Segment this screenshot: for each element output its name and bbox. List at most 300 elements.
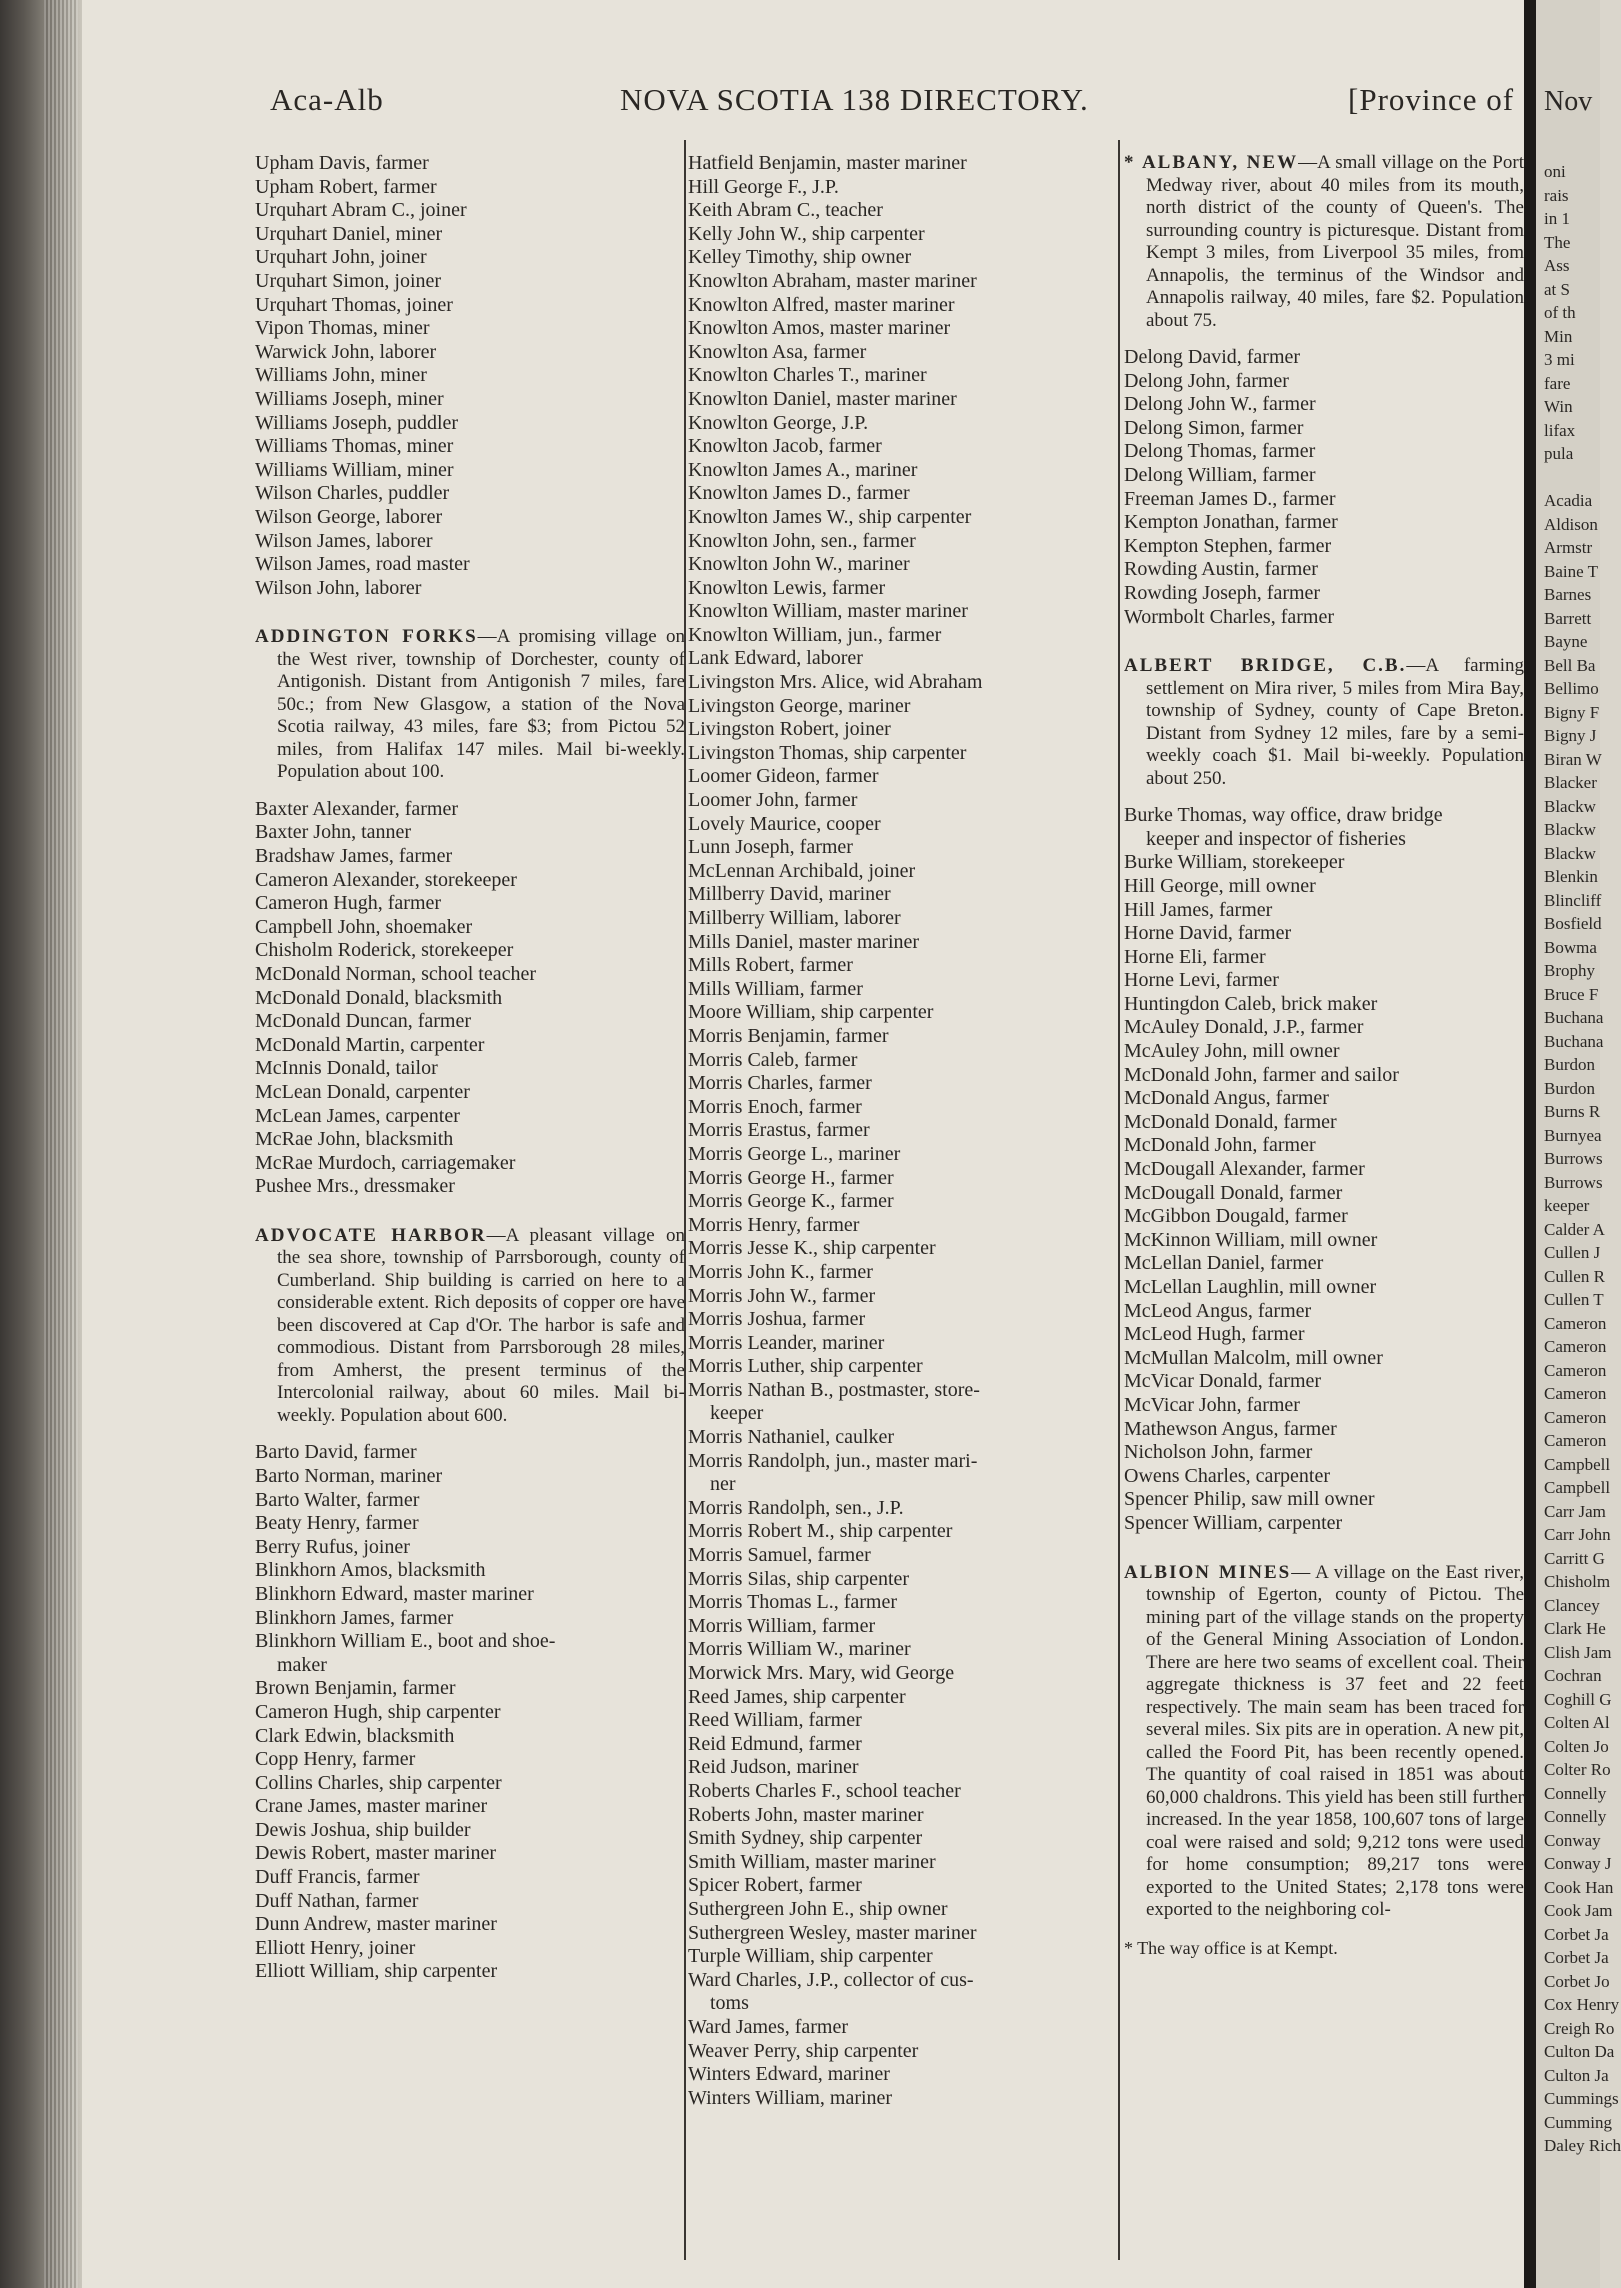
directory-entry: Knowlton Lewis, farmer [688, 576, 886, 599]
directory-entry: Mills William, farmer [688, 977, 863, 1000]
adjacent-line-fragment: Barnes [1544, 585, 1592, 604]
directory-entry: Vipon Thomas, miner [255, 317, 430, 340]
directory-entry: Urquhart Abram C., joiner [255, 199, 467, 222]
adjacent-line-fragment: fare [1544, 373, 1571, 393]
page-edges [44, 0, 78, 2288]
column-3 [1124, 152, 1524, 1960]
directory-entry: McDougall Alexander, farmer [1124, 1158, 1365, 1181]
directory-entry: Livingston Thomas, ship carpenter [688, 741, 967, 764]
advocate-entries-continued [688, 152, 1116, 2110]
adjacent-line-fragment: rais [1544, 185, 1569, 205]
adjacent-line-fragment: Buchana [1544, 1008, 1604, 1027]
directory-entry: Morris Leander, mariner [688, 1331, 885, 1354]
directory-entry: Morris Jesse K., ship carpenter [688, 1237, 936, 1260]
adjacent-line-fragment: Ass [1544, 256, 1570, 275]
directory-entry: Smith William, master mariner [688, 1850, 936, 1873]
directory-entry: McLeod Angus, farmer [1124, 1299, 1312, 1322]
directory-entry: Suthergreen John E., ship owner [688, 1897, 948, 1920]
directory-entry: Morris Thomas L., farmer [688, 1591, 898, 1614]
directory-entry: Wilson James, road master [255, 553, 470, 576]
adjacent-line-fragment: Blackw [1544, 796, 1596, 816]
directory-entry: Lovely Maurice, cooper [688, 812, 881, 835]
directory-entry: Rowding Joseph, farmer [1124, 581, 1321, 604]
directory-entry: Knowlton William, master mariner [688, 600, 968, 623]
header-title: NOVA SCOTIA 138 DIRECTORY. [620, 82, 1089, 117]
directory-entry: Moore William, ship carpenter [688, 1001, 934, 1024]
directory-entry: Pushee Mrs., dressmaker [255, 1175, 455, 1198]
albany-entries [1124, 346, 1524, 629]
adjacent-line-fragment: Cummings [1544, 2089, 1619, 2108]
adjacent-line-fragment: Connelly [1544, 1807, 1607, 1826]
directory-entry: McGibbon Dougald, farmer [1124, 1205, 1348, 1228]
adjacent-line-fragment: Creigh Ro [1544, 2018, 1615, 2038]
directory-entry: Blinkhorn James, farmer [255, 1606, 454, 1629]
adjacent-line-fragment: Clish Jam [1544, 1642, 1612, 1662]
adjacent-line-fragment: Clancey [1544, 1595, 1600, 1615]
directory-entry: McInnis Donald, tailor [255, 1057, 438, 1080]
adjacent-page-fragment [1530, 0, 1621, 2288]
directory-entry: Knowlton Jacob, farmer [688, 435, 882, 458]
directory-entry: McDonald Norman, school teacher [255, 962, 537, 985]
directory-entry: Berry Rufus, joiner [255, 1535, 410, 1558]
adjacent-line-fragment: Cameron [1544, 1313, 1607, 1333]
section-description: —A farming settlement on Mira river, 5 miles from Mira Bay, township of Sydney, county of Cape Breton. Distant from Sydney 12 miles, fare by a semi-weekly coach $1. Mail bi-weekly. Population about 250. [1146, 655, 1524, 789]
adjacent-line-fragment: Bell Ba [1544, 655, 1596, 675]
directory-entry: Morris Charles, farmer [688, 1072, 872, 1095]
directory-entry: maker [277, 1653, 327, 1676]
directory-entry: Owens Charles, carpenter [1124, 1464, 1331, 1487]
directory-entry: Delong Simon, farmer [1124, 416, 1304, 439]
directory-entry: Huntingdon Caleb, brick maker [1124, 992, 1378, 1015]
adjacent-line-fragment: Coghill G [1544, 1689, 1612, 1709]
directory-entry: Knowlton George, J.P. [688, 411, 869, 434]
adjacent-line-fragment: Bruce F [1544, 984, 1599, 1004]
directory-entry: Loomer Gideon, farmer [688, 765, 879, 788]
continued-list [255, 152, 685, 600]
directory-entry: Freeman James D., farmer [1124, 487, 1336, 510]
directory-entry: Elliott William, ship carpenter [255, 1960, 498, 1983]
directory-entry: Wilson George, laborer [255, 505, 443, 528]
adjacent-line-fragment: Calder A [1544, 1219, 1605, 1239]
adjacent-line-fragment: Cameron [1544, 1407, 1607, 1427]
adjacent-page-lines [1536, 160, 1621, 2158]
directory-entry: Knowlton Daniel, master mariner [688, 387, 957, 410]
directory-entry: McDonald Donald, farmer [1124, 1110, 1337, 1133]
directory-entry: McRae Murdoch, carriagemaker [255, 1151, 516, 1174]
directory-entry: Morris John W., farmer [688, 1284, 876, 1307]
directory-entry: Cameron Hugh, ship carpenter [255, 1700, 501, 1723]
adjacent-line-fragment: Burrows [1544, 1149, 1603, 1168]
adjacent-line-fragment: Burnyea [1544, 1125, 1602, 1145]
adjacent-line-fragment: Cook Han [1544, 1877, 1614, 1897]
directory-entry: Knowlton Alfred, master mariner [688, 293, 955, 316]
adjacent-line-fragment: The [1544, 232, 1571, 252]
directory-entry: McDonald Duncan, farmer [255, 1010, 472, 1033]
adjacent-page-header: Nov [1544, 86, 1593, 117]
directory-entry: keeper and inspector of fisheries [1146, 827, 1406, 850]
directory-entry: Morris George K., farmer [688, 1190, 894, 1213]
directory-entry: Upham Robert, farmer [255, 175, 437, 198]
directory-entry: Williams Joseph, miner [255, 387, 444, 410]
adjacent-line-fragment: keeper [1544, 1196, 1590, 1215]
directory-entry: Millberry David, mariner [688, 883, 891, 906]
directory-entry: Morris William, farmer [688, 1614, 876, 1637]
directory-entry: Kempton Jonathan, farmer [1124, 511, 1338, 534]
directory-entry: Morris Robert M., ship carpenter [688, 1520, 953, 1543]
adjacent-line-fragment: Bosfield [1544, 914, 1602, 933]
adjacent-line-fragment [1536, 466, 1600, 490]
directory-entry: Knowlton John, sen., farmer [688, 529, 916, 552]
adjacent-line-fragment: Cumming [1544, 2112, 1613, 2132]
adjacent-line-fragment: Brophy [1544, 961, 1595, 980]
directory-entry: Barto Norman, mariner [255, 1464, 443, 1487]
adjacent-line-fragment: Campbell [1544, 1454, 1611, 1474]
adjacent-line-fragment: Cullen J [1544, 1243, 1601, 1262]
directory-entry: Mills Robert, farmer [688, 954, 853, 977]
adjacent-line-fragment: Win [1544, 397, 1573, 416]
directory-entry: Delong John W., farmer [1124, 393, 1316, 416]
directory-entry: Warwick John, laborer [255, 340, 437, 363]
directory-entry: Kelley Timothy, ship owner [688, 246, 912, 269]
directory-entry: Suthergreen Wesley, master mariner [688, 1921, 977, 1944]
adjacent-line-fragment: Acadia [1544, 491, 1593, 510]
adjacent-line-fragment: Cullen T [1544, 1290, 1604, 1309]
directory-entry: McAuley Donald, J.P., farmer [1124, 1016, 1364, 1039]
directory-entry: Knowlton James A., mariner [688, 458, 918, 481]
directory-entry: Upham Davis, farmer [255, 152, 429, 174]
directory-entry: Keith Abram C., teacher [688, 199, 883, 222]
adjacent-line-fragment: oni [1544, 162, 1566, 181]
section-heading: ALBION MINES [1124, 1561, 1292, 1583]
directory-entry: Hill James, farmer [1124, 898, 1273, 921]
adjacent-line-fragment: Blackw [1544, 843, 1596, 863]
directory-entry: Loomer John, farmer [688, 789, 858, 812]
directory-entry: Wilson John, laborer [255, 576, 422, 599]
adjacent-line-fragment: Aldison [1544, 514, 1598, 534]
directory-entry: Knowlton Asa, farmer [688, 340, 867, 363]
directory-entry: Spicer Robert, farmer [688, 1874, 862, 1897]
directory-entry: Reed William, farmer [688, 1709, 862, 1732]
adjacent-line-fragment: Culton Da [1544, 2042, 1615, 2061]
section-description: —A promising village on the West river, township of Dorchester, county of Antigonish. Distant from Antigonish 7 miles, fare 50c.; from New Glasgow, a station of the Nova Scotia railway, 43 miles, fare $3; from Pictou 52 miles, from Halifax 147 miles. Mail bi-weekly. Population about 100. [277, 626, 686, 783]
directory-entry: Roberts John, master mariner [688, 1803, 924, 1826]
column-1 [255, 152, 685, 1984]
directory-entry: Hill George F., J.P. [688, 175, 839, 198]
directory-entry: Morwick Mrs. Mary, wid George [688, 1662, 955, 1684]
directory-entry: Lank Edward, laborer [688, 647, 863, 670]
directory-entry: Livingston Mrs. Alice, wid Abraham [688, 671, 983, 694]
section-advocate-harbor [255, 1225, 685, 1428]
directory-entry: Morris Enoch, farmer [688, 1095, 862, 1118]
directory-entry: Cameron Alexander, storekeeper [255, 868, 517, 891]
adjacent-line-fragment: lifax [1544, 420, 1576, 440]
adjacent-line-fragment: Bigny J [1544, 726, 1597, 745]
directory-entry: McLeod Hugh, farmer [1124, 1323, 1305, 1346]
directory-entry: Kempton Stephen, farmer [1124, 534, 1332, 557]
directory-entry: Burke William, storekeeper [1124, 851, 1345, 874]
adjacent-line-fragment: Cook Jam [1544, 1901, 1613, 1920]
adjacent-line-fragment: pula [1544, 444, 1574, 463]
directory-entry: Baxter Alexander, farmer [255, 797, 458, 820]
directory-entry: Blinkhorn William E., boot and shoe- [255, 1630, 556, 1653]
header-province: [Province of [1348, 82, 1515, 117]
section-albert-bridge [1124, 655, 1524, 790]
directory-entry: Reid Judson, mariner [688, 1756, 859, 1779]
adjacent-line-fragment: 3 mi [1544, 350, 1575, 369]
directory-entry: McMullan Malcolm, mill owner [1124, 1346, 1383, 1369]
header-section-range: Aca-Alb [270, 82, 384, 117]
section-description: —A small village on the Port Medway river, about 40 miles from its mouth, north district of the county of Queen's. The surrounding country is picturesque. Distant from Kempt 3 miles, from Liverpool 35 miles, from Annapolis, the terminus of the Windsor and Annapolis railway, 40 miles, fare $2. Population about 75. [1146, 152, 1524, 331]
directory-entry: Reed James, ship carpenter [688, 1685, 906, 1708]
directory-entry: Winters William, mariner [688, 2086, 893, 2109]
directory-entry: Knowlton William, jun., farmer [688, 623, 942, 646]
adjacent-line-fragment: Colten Jo [1544, 1736, 1609, 1756]
directory-entry: Crane James, master mariner [255, 1795, 488, 1818]
adjacent-line-fragment: Cameron [1544, 1384, 1607, 1403]
section-addington-forks [255, 626, 685, 784]
adjacent-line-fragment: Blacker [1544, 773, 1597, 792]
directory-entry: Williams Joseph, puddler [255, 411, 459, 434]
directory-entry: McLean James, carpenter [255, 1104, 460, 1127]
adjacent-line-fragment: Conway [1544, 1830, 1601, 1850]
directory-entry: ner [710, 1473, 736, 1496]
adjacent-line-fragment: Daley Rich [1544, 2136, 1621, 2155]
section-heading: ALBERT BRIDGE, C.B. [1124, 655, 1407, 677]
directory-entry: Knowlton Amos, master mariner [688, 317, 951, 340]
directory-entry: Clark Edwin, blacksmith [255, 1724, 455, 1747]
directory-entry: McAuley John, mill owner [1124, 1040, 1340, 1063]
directory-entry: Mills Daniel, master mariner [688, 930, 920, 953]
adjacent-line-fragment: Bigny F [1544, 702, 1600, 722]
directory-entry: Nicholson John, farmer [1124, 1441, 1313, 1464]
directory-entry: Hatfield Benjamin, master mariner [688, 152, 967, 174]
section-heading: ADDINGTON FORKS [255, 626, 478, 648]
directory-entry: Barto David, farmer [255, 1441, 417, 1464]
directory-entry: Morris George L., mariner [688, 1142, 901, 1165]
directory-entry: McDonald Angus, farmer [1124, 1087, 1329, 1110]
directory-entry: Morris John K., farmer [688, 1260, 873, 1283]
directory-entry: McLennan Archibald, joiner [688, 859, 916, 882]
directory-entry: McDonald Martin, carpenter [255, 1033, 485, 1056]
directory-entry: Duff Francis, farmer [255, 1866, 420, 1889]
footnote: * The way office is at Kempt. [1124, 1937, 1338, 1958]
section-albion-mines [1124, 1562, 1524, 1922]
adjacent-line-fragment: Blincliff [1544, 890, 1602, 910]
adjacent-line-fragment: Campbell [1544, 1478, 1611, 1497]
directory-entry: Wilson Charles, puddler [255, 482, 450, 505]
adjacent-line-fragment: Burns R [1544, 1102, 1601, 1121]
directory-entry: Williams John, miner [255, 364, 427, 387]
directory-entry: Dunn Andrew, master mariner [255, 1913, 497, 1936]
adjacent-line-fragment: Bowma [1544, 937, 1597, 957]
directory-entry: Delong William, farmer [1124, 463, 1316, 486]
directory-entry: McLellan Daniel, farmer [1124, 1252, 1324, 1275]
directory-entry: Knowlton James W., ship carpenter [688, 505, 972, 528]
directory-entry: Morris Joshua, farmer [688, 1308, 866, 1331]
adjacent-line-fragment: Bayne [1544, 632, 1588, 651]
directory-entry: Rowding Austin, farmer [1124, 558, 1318, 581]
directory-entry: Lunn Joseph, farmer [688, 836, 853, 859]
directory-entry: Morris William W., mariner [688, 1638, 911, 1661]
directory-entry: McLellan Laughlin, mill owner [1124, 1276, 1377, 1298]
directory-entry: Brown Benjamin, farmer [255, 1677, 456, 1700]
directory-entry: Spencer Philip, saw mill owner [1124, 1488, 1375, 1511]
adjacent-line-fragment: Conway J [1544, 1854, 1612, 1873]
directory-entry: McVicar John, farmer [1124, 1393, 1300, 1416]
directory-entry: Roberts Charles F., school teacher [688, 1779, 961, 1802]
adjacent-line-fragment: in 1 [1544, 209, 1570, 228]
column-2 [688, 152, 1116, 2110]
directory-entry: Urquhart Simon, joiner [255, 269, 442, 292]
directory-entry: McVicar Donald, farmer [1124, 1370, 1322, 1393]
adjacent-line-fragment: Burrows [1544, 1172, 1603, 1192]
adjacent-line-fragment: Bellimo [1544, 679, 1599, 698]
section-albany-new [1124, 152, 1524, 332]
directory-entry: Knowlton Charles T., mariner [688, 364, 927, 387]
directory-entry: Mathewson Angus, farmer [1124, 1417, 1337, 1440]
directory-entry: Wormbolt Charles, farmer [1124, 605, 1334, 628]
adjacent-line-fragment: Corbet Ja [1544, 1924, 1609, 1944]
directory-entry: Chisholm Roderick, storekeeper [255, 939, 514, 962]
directory-entry: Blinkhorn Amos, blacksmith [255, 1559, 486, 1582]
directory-entry: Bradshaw James, farmer [255, 844, 453, 867]
directory-entry: Barto Walter, farmer [255, 1488, 420, 1511]
directory-entry: Winters Edward, mariner [688, 2063, 890, 2086]
directory-entry: McDougall Donald, farmer [1124, 1181, 1343, 1204]
directory-entry: Horne David, farmer [1124, 922, 1292, 945]
adjacent-line-fragment: Clark He [1544, 1619, 1606, 1638]
directory-entry: Collins Charles, ship carpenter [255, 1771, 502, 1794]
albert-entries [1124, 804, 1524, 1535]
advocate-entries [255, 1441, 685, 1984]
directory-entry: Morris Randolph, jun., master mari- [688, 1449, 978, 1472]
directory-entry: Knowlton Abraham, master mariner [688, 269, 977, 292]
adjacent-line-fragment: Buchana [1544, 1031, 1604, 1051]
adjacent-line-fragment: Armstr [1544, 538, 1593, 557]
directory-entry: Williams William, miner [255, 458, 454, 481]
adjacent-line-fragment: Cochran [1544, 1666, 1602, 1685]
directory-entry: Morris Caleb, farmer [688, 1048, 858, 1071]
directory-entry: Weaver Perry, ship carpenter [688, 2039, 919, 2062]
directory-entry: Delong Thomas, farmer [1124, 440, 1316, 463]
directory-entry: Livingston George, mariner [688, 694, 911, 717]
section-heading: ADVOCATE HARBOR [255, 1224, 487, 1246]
adjacent-line-fragment: Colter Ro [1544, 1760, 1611, 1779]
directory-entry: Morris Erastus, farmer [688, 1119, 870, 1142]
directory-entry: Knowlton John W., mariner [688, 553, 910, 576]
adjacent-line-fragment: Blenkin [1544, 867, 1598, 886]
directory-entry: Duff Nathan, farmer [255, 1889, 419, 1912]
directory-entry: McDonald Donald, blacksmith [255, 986, 503, 1009]
column-rule-2 [1118, 140, 1120, 2260]
directory-entry: Delong John, farmer [1124, 369, 1289, 392]
adjacent-line-fragment: Carr Jam [1544, 1501, 1606, 1521]
adjacent-line-fragment: Barrett [1544, 608, 1592, 628]
directory-entry: Hill George, mill owner [1124, 874, 1316, 897]
adjacent-line-fragment: of th [1544, 303, 1576, 322]
directory-entry: Kelly John W., ship carpenter [688, 222, 925, 245]
adjacent-line-fragment: Carritt G [1544, 1548, 1605, 1568]
directory-entry: Urquhart Thomas, joiner [255, 293, 453, 316]
directory-entry: Morris George H., farmer [688, 1166, 894, 1189]
directory-entry: Knowlton James D., farmer [688, 482, 910, 505]
directory-entry: keeper [710, 1402, 764, 1425]
directory-entry: Wilson James, laborer [255, 529, 433, 552]
adjacent-line-fragment: Culton Ja [1544, 2065, 1609, 2085]
directory-entry: Dewis Joshua, ship builder [255, 1818, 471, 1841]
adjacent-line-fragment: Cameron [1544, 1337, 1607, 1356]
adjacent-line-fragment: Blackw [1544, 820, 1596, 839]
directory-entry: toms [710, 1992, 749, 2015]
adjacent-line-fragment: Corbet Ja [1544, 1948, 1609, 1967]
directory-entry: McDonald John, farmer [1124, 1134, 1316, 1157]
directory-entry: Turple William, ship carpenter [688, 1945, 933, 1968]
directory-entry: Copp Henry, farmer [255, 1748, 416, 1771]
directory-entry: Morris Silas, ship carpenter [688, 1567, 910, 1590]
directory-entry: Delong David, farmer [1124, 346, 1301, 368]
adjacent-line-fragment: Carr John [1544, 1525, 1611, 1544]
directory-entry: Williams Thomas, miner [255, 435, 454, 458]
directory-entry: Beaty Henry, farmer [255, 1512, 419, 1535]
directory-entry: Reid Edmund, farmer [688, 1732, 862, 1755]
directory-entry: Dewis Robert, master mariner [255, 1842, 497, 1865]
adjacent-line-fragment: Cullen R [1544, 1266, 1605, 1286]
directory-entry: Spencer William, carpenter [1124, 1511, 1343, 1534]
section-description: —A pleasant village on the sea shore, township of Parrsborough, county of Cumberland. Ship building is carried on here to a considerable extent. Rich deposits of copper ore have been discovered at Cap d'Or. The harbor is safe and commodious. Distant from Parrsborough 28 miles, from Amherst, the present terminus of the Intercolonial railway, about 60 miles. Mail bi-weekly. Population about 600. [277, 1224, 685, 1426]
directory-entry: Morris Samuel, farmer [688, 1544, 871, 1567]
directory-entry: Blinkhorn Edward, master mariner [255, 1582, 534, 1605]
directory-entry: Ward James, farmer [688, 2015, 848, 2038]
section-description: — A village on the East river, township of Egerton, county of Pictou. The mining part of the village stands on the property of the General Mining Association of London. There are here two seams of excellent coal. Their aggregate thickness is 37 feet and 22 feet respectively. The main seam has been traced for several miles. Six pits are in operation. A new pit, called the Foord Pit, has been recently opened. The quantity of coal raised in 1851 was about 60,000 chaldrons. This yield has been still further increased. In the year 1858, 100,607 tons of large coal were raised and sold; 9,212 tons were used for home consumption; 89,217 tons were exported to the United States; 2,178 tons were exported to the neighboring col- [1146, 1561, 1525, 1921]
directory-entry: Morris Randolph, sen., J.P. [688, 1496, 904, 1519]
directory-entry: Morris Luther, ship carpenter [688, 1355, 923, 1378]
directory-entry: Campbell John, shoemaker [255, 915, 473, 938]
directory-entry: Morris Benjamin, farmer [688, 1024, 889, 1047]
directory-entry: Horne Levi, farmer [1124, 969, 1279, 992]
section-heading: * ALBANY, NEW [1124, 152, 1299, 173]
addington-entries [255, 798, 685, 1199]
directory-entry: Morris Nathan B., postmaster, store- [688, 1378, 980, 1401]
directory-entry: McRae John, blacksmith [255, 1128, 454, 1151]
adjacent-line-fragment: Min [1544, 326, 1573, 346]
adjacent-line-fragment: Colten Al [1544, 1713, 1610, 1732]
directory-entry: Burke Thomas, way office, draw bridge [1124, 804, 1443, 827]
adjacent-line-fragment: at S [1544, 279, 1570, 299]
adjacent-line-fragment: Connelly [1544, 1783, 1607, 1803]
adjacent-line-fragment: Baine T [1544, 561, 1598, 581]
adjacent-line-fragment: Burdon [1544, 1078, 1595, 1098]
directory-entry: Millberry William, laborer [688, 907, 901, 929]
directory-entry: Cameron Hugh, farmer [255, 892, 442, 915]
adjacent-line-fragment: Biran W [1544, 749, 1602, 769]
adjacent-line-fragment: Burdon [1544, 1055, 1595, 1074]
directory-entry: Elliott Henry, joiner [255, 1936, 416, 1959]
directory-entry: Ward Charles, J.P., collector of cus- [688, 1968, 974, 1991]
directory-entry: Smith Sydney, ship carpenter [688, 1827, 923, 1850]
directory-entry: Livingston Robert, joiner [688, 718, 891, 741]
directory-entry: Baxter John, tanner [255, 821, 412, 844]
directory-entry: McKinnon William, mill owner [1124, 1228, 1378, 1251]
directory-entry: Horne Eli, farmer [1124, 945, 1266, 968]
directory-entry: McLean Donald, carpenter [255, 1080, 470, 1103]
directory-entry: McDonald John, farmer and sailor [1124, 1063, 1399, 1086]
adjacent-line-fragment: Cameron [1544, 1431, 1607, 1450]
directory-entry: Urquhart Daniel, miner [255, 222, 443, 245]
adjacent-line-fragment: Cox Henry [1544, 1995, 1620, 2014]
adjacent-line-fragment: Cameron [1544, 1360, 1607, 1380]
directory-entry: Urquhart John, joiner [255, 246, 427, 269]
adjacent-line-fragment: Corbet Jo [1544, 1971, 1610, 1991]
